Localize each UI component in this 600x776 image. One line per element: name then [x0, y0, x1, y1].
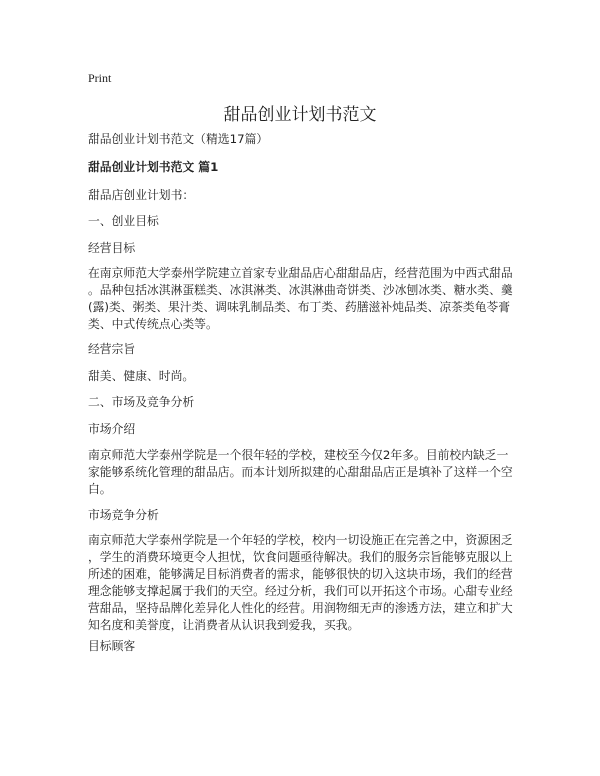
heading-2: 二、市场及竞争分析 [88, 395, 195, 409]
text-line: 知名度和美誉度，让消费者从认识我到爱我，买我。 [88, 618, 360, 632]
page-title: 甜品创业计划书范文 [223, 105, 377, 125]
text-line: 。品种包括冰淇淋蛋糕类、冰淇淋类、冰淇淋曲奇饼类、沙冰刨冰类、糖水类、羹 [88, 283, 513, 297]
print-link[interactable]: Print [88, 71, 112, 85]
purpose-text: 甜美、健康、时尚。 [88, 369, 195, 383]
intro-text: 甜品店创业计划书： [88, 188, 195, 202]
text-line: (露)类、粥类、果汁类、调味乳制品类、布丁类、药膳滋补炖品类、凉茶类龟苓膏 [88, 300, 511, 314]
subheading-target-customers: 目标顾客 [88, 639, 136, 653]
subheading-purpose: 经营宗旨 [88, 342, 136, 356]
text-line: 南京师范大学泰州学院是一个很年轻的学校，建校至今仅2年多。目前校内缺乏一 [88, 448, 509, 462]
paragraph-3 [88, 532, 513, 634]
subtitle: 甜品创业计划书范文（精选17篇） [88, 132, 269, 146]
text-line: 理念能够支撑起属于我们的天空。经过分析，我们可以开拓这个市场。心甜专业经 [88, 584, 513, 598]
text-line: ，学生的消费环境更令人担忧，饮食问题亟待解决。我们的服务宗旨能够克服以上 [88, 550, 513, 564]
text-line: 类、中式传统点心类等。 [88, 317, 218, 331]
text-line: 所述的困难，能够满足目标消费者的需求，能够很快的切入这块市场，我们的经营 [88, 567, 513, 581]
subheading-competition: 市场竞争分析 [88, 508, 159, 522]
text-line: 营甜品，坚持品牌化差异化人性化的经营。用润物细无声的渗透方法，建立和扩大 [88, 601, 513, 615]
text-line: 家能够系统化管理的甜品店。而本计划所拟建的心甜甜品店正是填补了这样一个空 [88, 465, 513, 479]
subheading-goal: 经营目标 [88, 241, 136, 255]
text-line: 南京师范大学泰州学院是一个年轻的学校，校内一切设施正在完善之中，资源困乏 [88, 533, 513, 547]
subheading-market: 市场介绍 [88, 422, 136, 436]
paragraph-1 [88, 265, 513, 333]
section-heading: 甜品创业计划书范文 篇1 [88, 160, 219, 174]
heading-1: 一、创业目标 [88, 214, 159, 228]
text-line: 在南京师范大学泰州学院建立首家专业甜品店心甜甜品店，经营范围为中西式甜品 [88, 266, 513, 280]
paragraph-2 [88, 447, 513, 498]
text-line: 白。 [88, 482, 112, 496]
